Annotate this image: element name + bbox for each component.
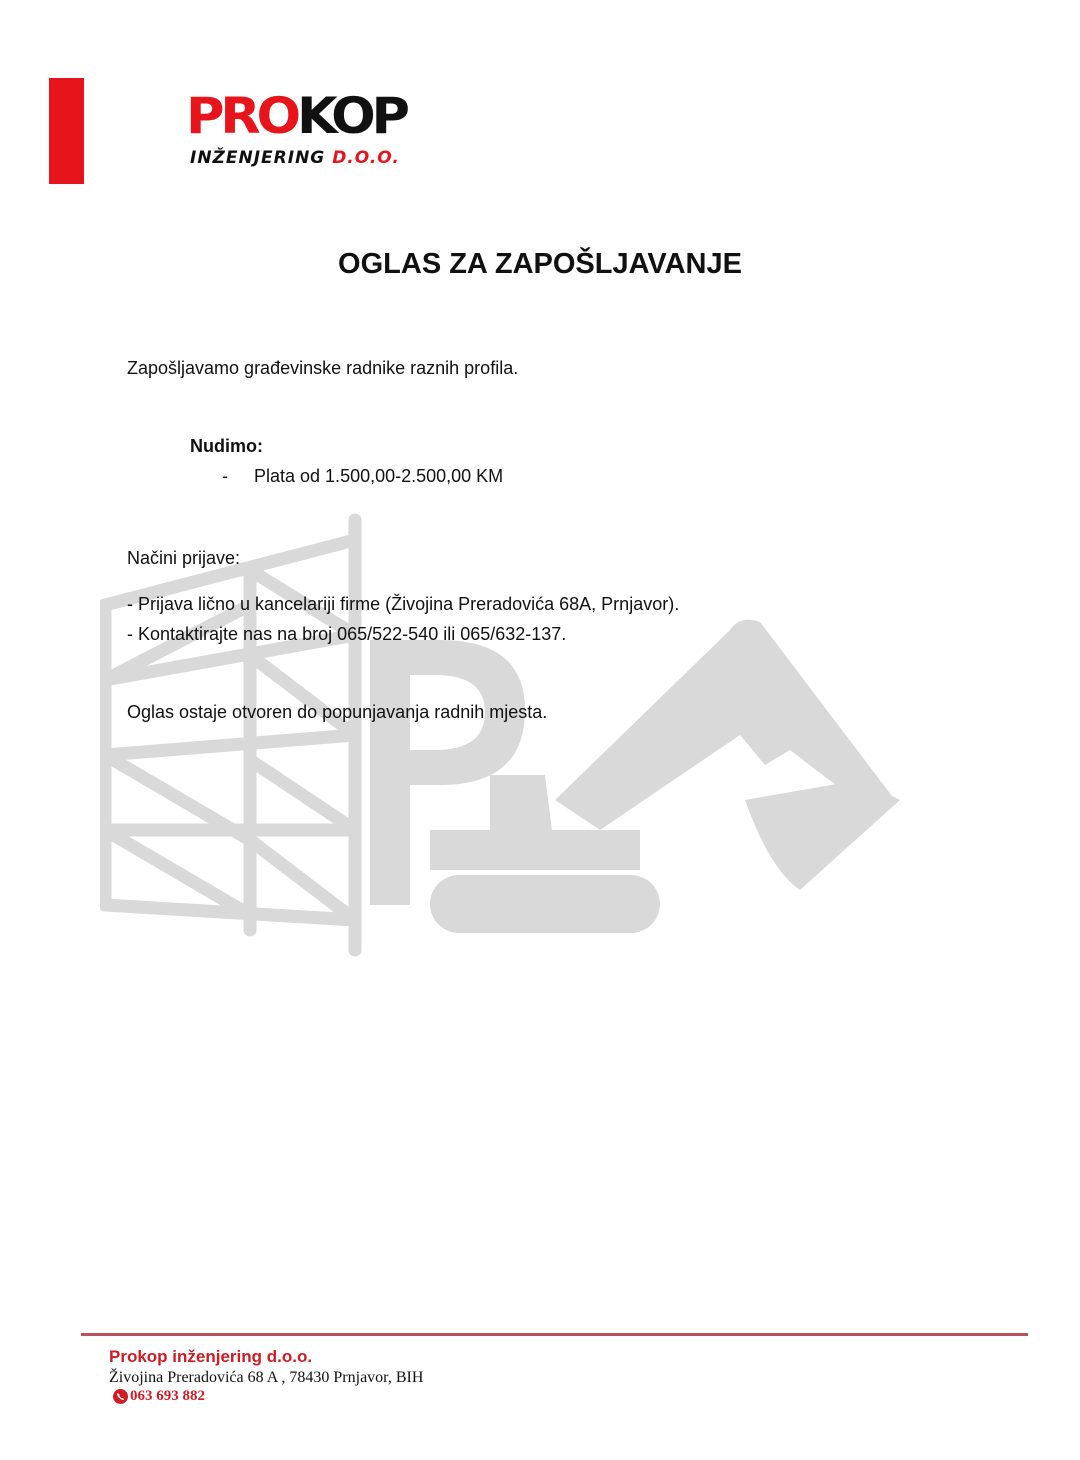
footer-address: Živojina Preradovića 68 A , 78430 Prnjavor, BIH [109,1369,424,1386]
apply-heading: Načini prijave: [127,548,241,568]
logo-subtitle [190,148,400,168]
footer-phone-number: 063 693 882 [130,1388,205,1404]
footer-phone [113,1388,205,1405]
closing-note: Oglas ostaje otvoren do popunjavanja radnih mjesta. [127,702,548,722]
offer-item: Plata od 1.500,00-2.500,00 KM [254,466,504,486]
footer-company-name: Prokop inženjering d.o.o. [109,1347,313,1366]
offer-bullet: - [222,466,228,486]
company-logo [186,88,436,174]
offer-heading: Nudimo: [190,436,263,456]
logo-subtitle-red: D.O.O. [332,148,400,168]
apply-item-phone: - Kontaktirajte nas na broj 065/522-540 ili 065/632-137. [127,624,567,644]
phone-icon [113,1389,128,1404]
intro-paragraph: Zapošljavamo građevinske radnike raznih profila. [127,358,519,378]
footer-divider [81,1333,1028,1336]
logo-wordmark-dark: KOP [296,87,406,145]
apply-item-in-person: - Prijava lično u kancelariji firme (Živojina Preradovića 68A, Prnjavor). [127,594,680,614]
logo-wordmark [186,88,406,144]
excavator-scaffold-watermark [100,510,910,960]
logo-wordmark-red: PRO [186,87,297,145]
page-title: OGLAS ZA ZAPOŠLJAVANJE [338,248,742,280]
logo-subtitle-dark: INŽENJERING [190,148,333,168]
header-red-bar [49,78,84,184]
